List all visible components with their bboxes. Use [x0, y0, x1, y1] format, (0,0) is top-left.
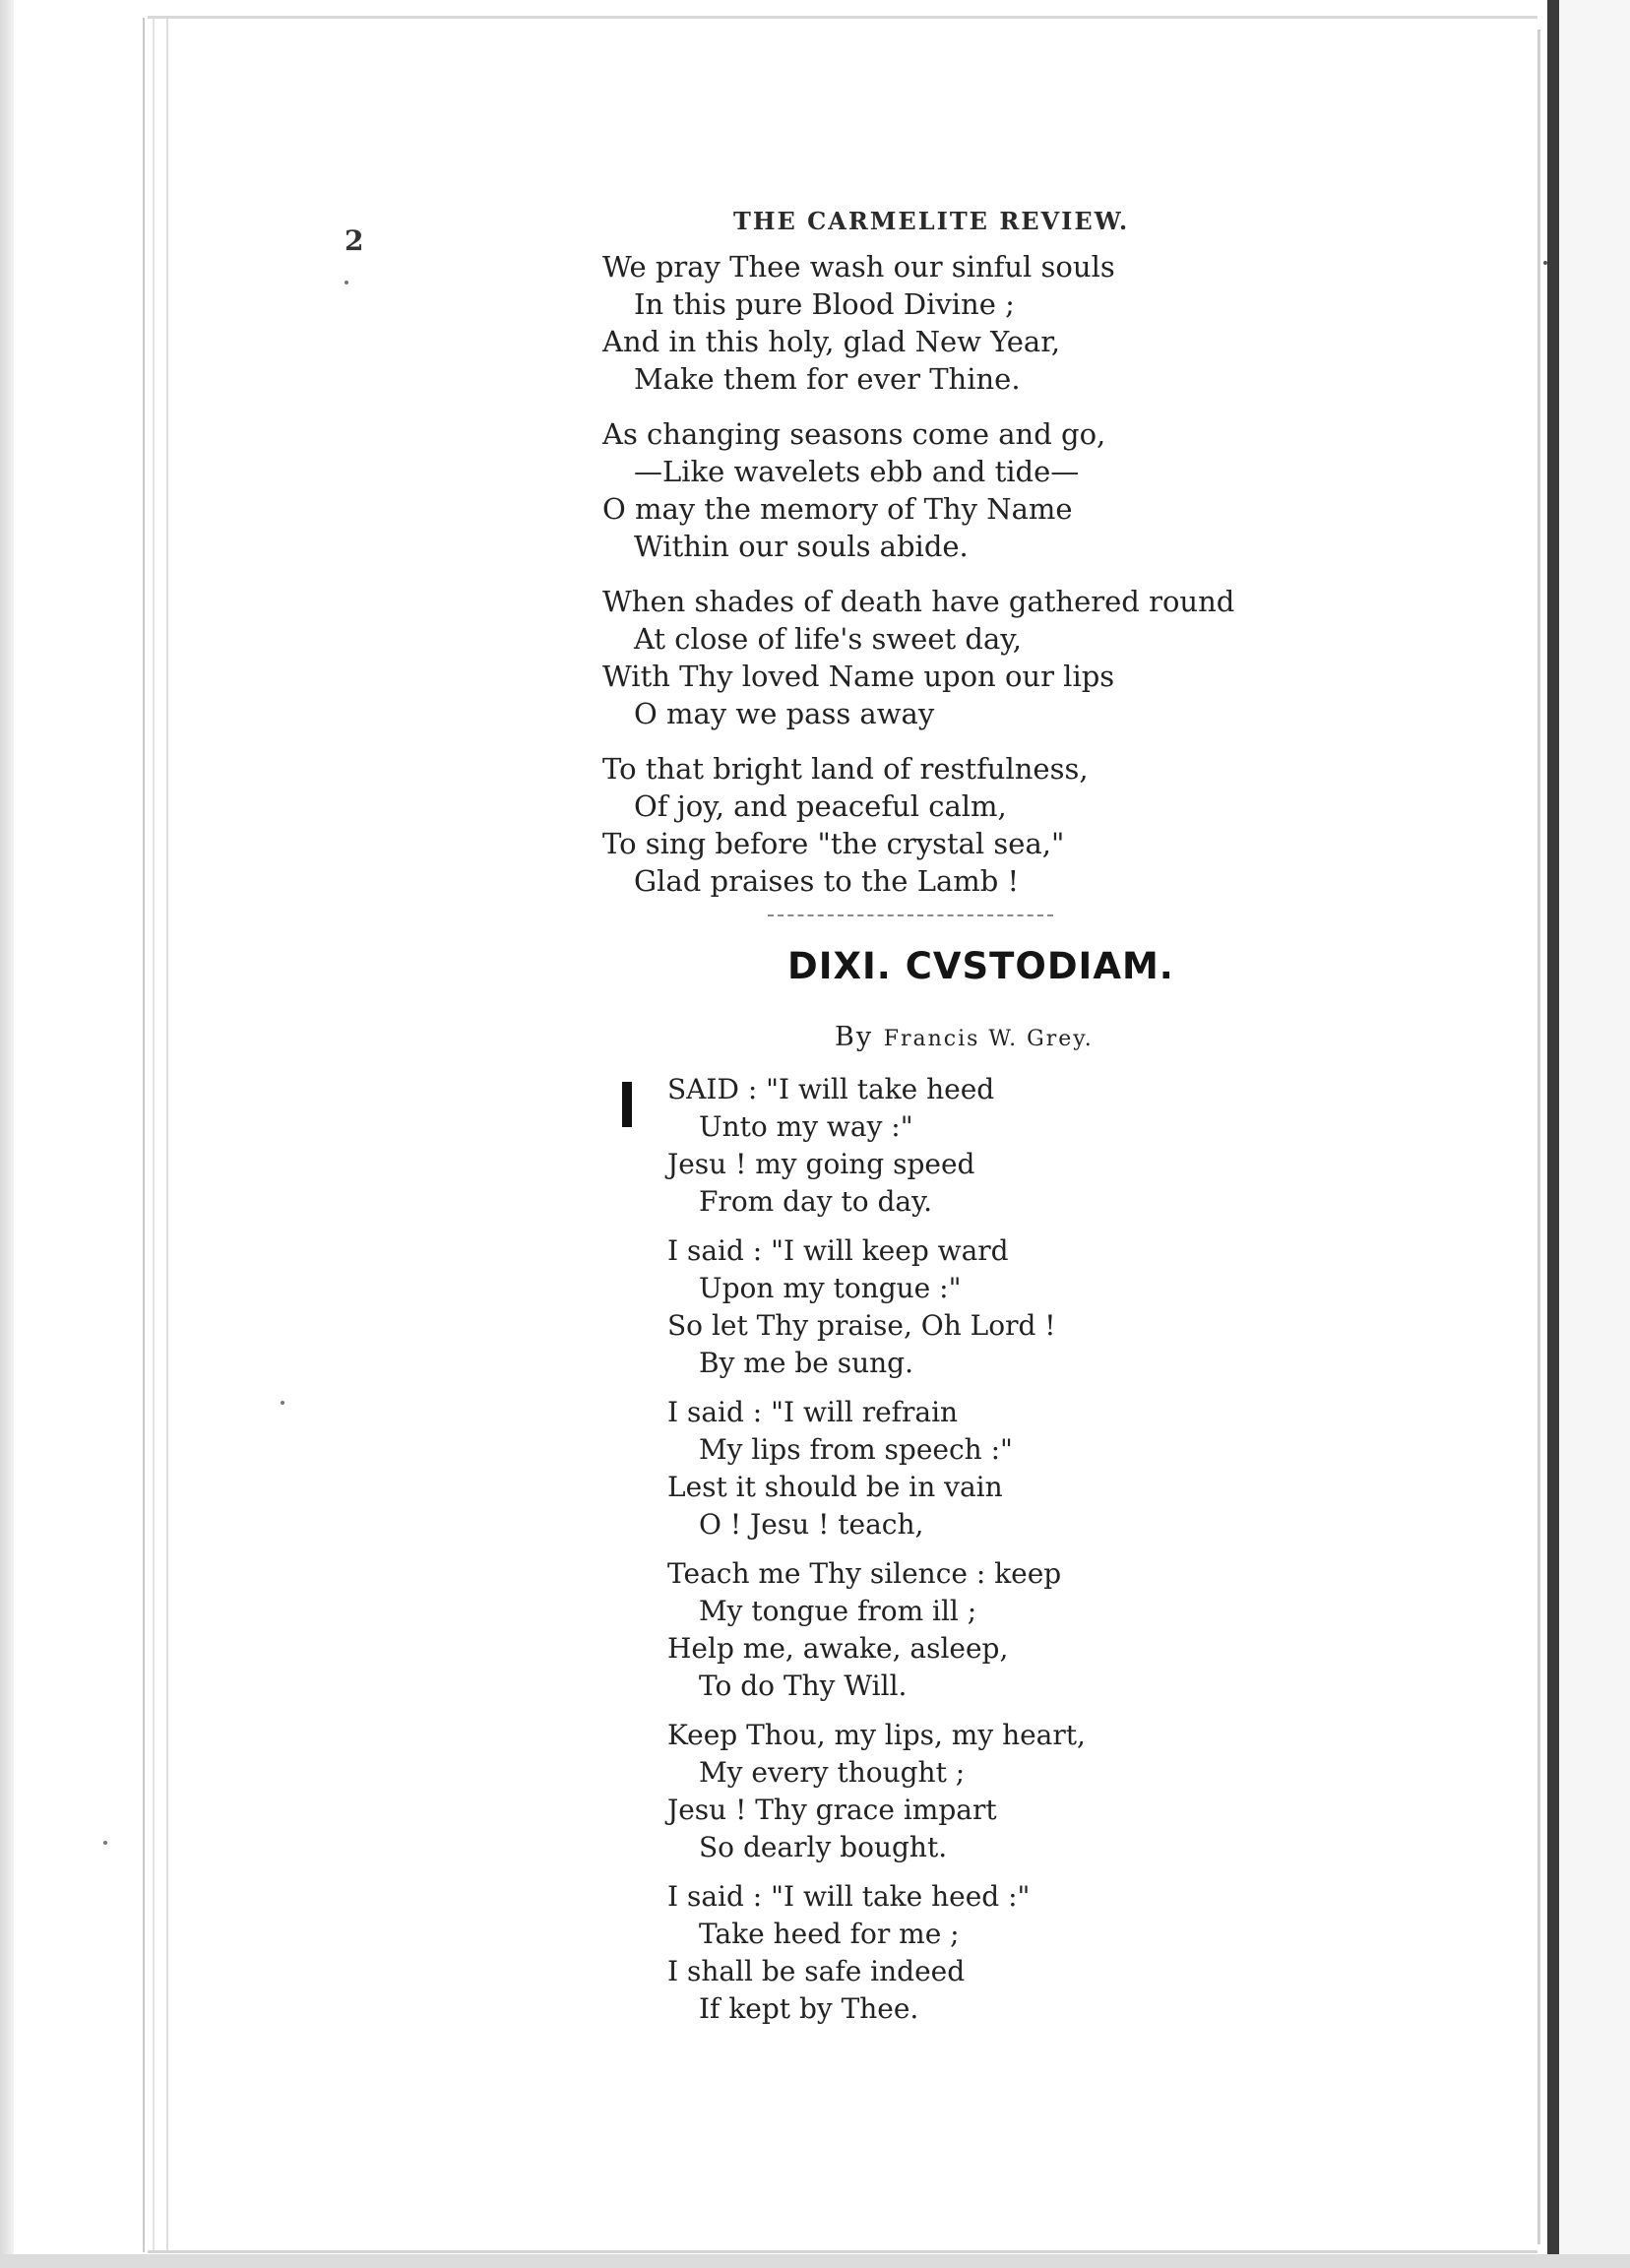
poem-line: I said : "I will refrain [667, 1396, 959, 1428]
byline-author: Francis W. Grey. [883, 1027, 1094, 1051]
scan-speck [345, 281, 348, 284]
page-bottom-edge [148, 2250, 1537, 2253]
page-edge-lines [143, 18, 168, 2252]
poem-line: Make them for ever Thine. [634, 362, 1021, 396]
poem-line: I said : "I will take heed :" [667, 1880, 1031, 1913]
poem-line: When shades of death have gathered round [602, 585, 1235, 618]
poem-line: Of joy, and peaceful calm, [634, 789, 1007, 823]
poem-line: Unto my way :" [699, 1110, 913, 1143]
poem-line: And in this holy, glad New Year, [602, 325, 1061, 358]
poem-top [602, 248, 1350, 917]
poem-line: SAID : "I will take heed [667, 1073, 995, 1105]
poem-line: I shall be safe indeed [667, 1955, 966, 1987]
article-title: DIXI. CVSTODIAM. [787, 945, 1174, 987]
poem-line: Teach me Thy silence : keep [667, 1557, 1062, 1590]
scan-left-shadow [0, 0, 14, 2268]
poem-line: My tongue from ill ; [699, 1595, 977, 1627]
poem-line: If kept by Thee. [699, 1992, 919, 2025]
poem-line: To sing before "the crystal sea," [602, 827, 1065, 860]
poem-line: So let Thy praise, Oh Lord ! [667, 1309, 1056, 1342]
stanza [667, 1555, 1376, 1705]
scan-right-border [1547, 0, 1559, 2268]
stanza [602, 415, 1350, 565]
poem-line: Within our souls abide. [634, 530, 969, 563]
page-top-edge [148, 16, 1537, 19]
scan-bottom-strip [0, 2254, 1630, 2268]
poem-line: O ! Jesu ! teach, [699, 1508, 924, 1541]
stanza [667, 1232, 1376, 1382]
scan-right-strip [1559, 0, 1630, 2268]
poem-line: Help me, awake, asleep, [667, 1632, 1009, 1665]
byline-prefix: By [835, 1022, 874, 1052]
poem-line: Lest it should be in vain [667, 1471, 1003, 1503]
stanza [667, 1878, 1376, 2028]
poem-dixi-custodiam [667, 1071, 1376, 2040]
stanza [602, 248, 1350, 398]
poem-line: To do Thy Will. [699, 1670, 908, 1702]
stanza [602, 750, 1350, 900]
page-right-rule [1537, 30, 1540, 2244]
poem-line: As changing seasons come and go, [602, 417, 1106, 451]
article-byline [835, 1022, 1094, 1052]
section-divider [768, 914, 1053, 916]
poem-line: To that bright land of restfulness, [602, 752, 1089, 786]
stanza [667, 1071, 1376, 1221]
scan-speck [1543, 261, 1547, 265]
stanza [667, 1394, 1376, 1544]
poem-line: O may we pass away [634, 697, 935, 730]
poem-line: We pray Thee wash our sinful souls [602, 250, 1115, 284]
drop-cap-i [622, 1082, 632, 1127]
poem-line: —Like wavelets ebb and tide— [634, 455, 1080, 488]
poem-line: From day to day. [699, 1185, 933, 1218]
poem-line: In this pure Blood Divine ; [634, 287, 1015, 321]
poem-line: O may the memory of Thy Name [602, 492, 1073, 526]
poem-line: So dearly bought. [699, 1831, 948, 1863]
page-number: 2 [345, 224, 364, 257]
poem-line: With Thy loved Name upon our lips [602, 660, 1115, 693]
poem-line: Keep Thou, my lips, my heart, [667, 1719, 1086, 1751]
poem-line: My every thought ; [699, 1756, 966, 1789]
poem-line: Glad praises to the Lamb ! [634, 864, 1020, 898]
stanza [667, 1717, 1376, 1866]
poem-line: By me be sung. [699, 1347, 913, 1379]
poem-line: My lips from speech :" [699, 1433, 1013, 1466]
poem-line: Upon my tongue :" [699, 1272, 962, 1304]
scan-speck [103, 1841, 107, 1845]
poem-line: Take heed for me ; [699, 1918, 960, 1950]
stanza [602, 583, 1350, 732]
poem-line: Jesu ! Thy grace impart [667, 1794, 997, 1826]
poem-line: At close of life's sweet day, [634, 622, 1022, 656]
poem-line: Jesu ! my going speed [667, 1148, 975, 1180]
scan-speck [281, 1401, 284, 1405]
running-head: THE CARMELITE REVIEW. [733, 207, 1130, 235]
poem-line: I said : "I will keep ward [667, 1234, 1009, 1267]
